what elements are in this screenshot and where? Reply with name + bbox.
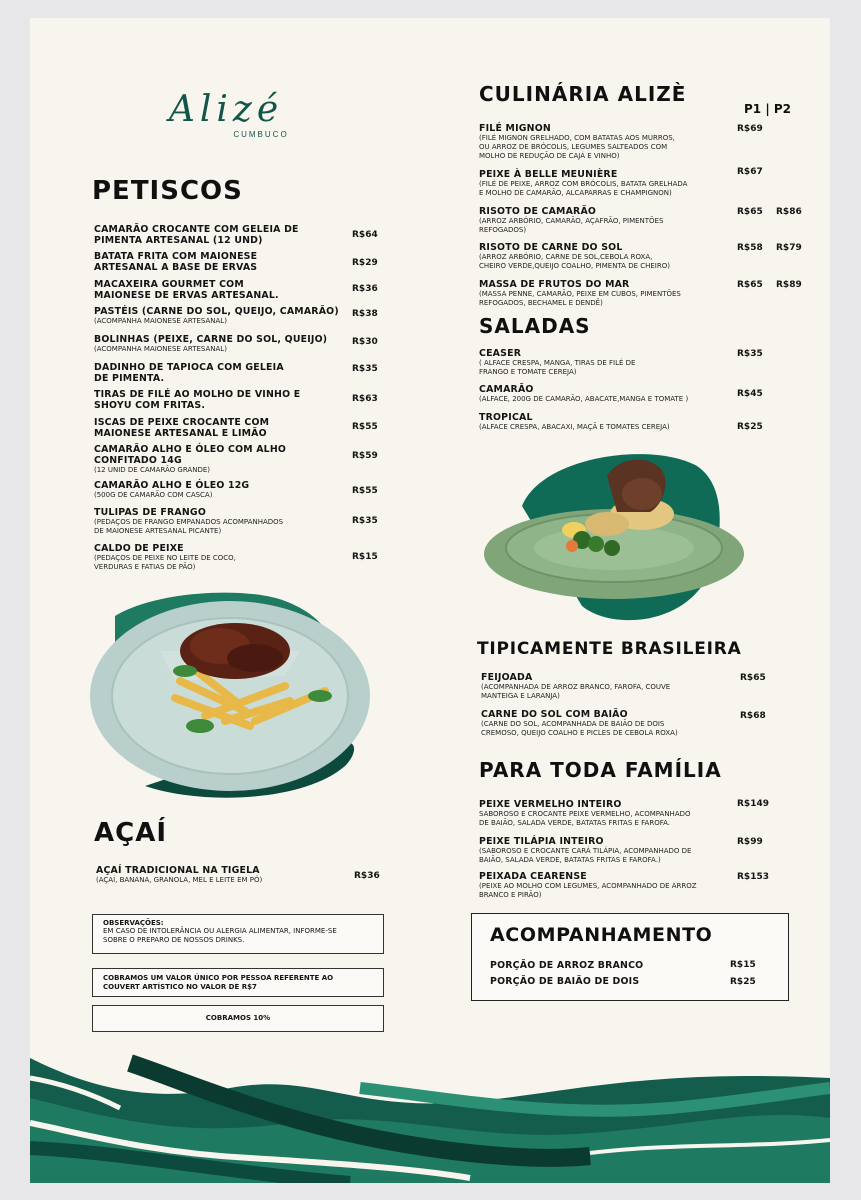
item-price: R$25	[737, 422, 763, 432]
menu-item: MASSA DE FRUTOS DO MAR (MASSA PENNE, CAMARÃO, PEIXE EM CUBOS, PIMENTÕES REFOGADOS, BECHAMEL E DENDÊ)	[479, 279, 681, 307]
item-price: R$149	[737, 799, 769, 809]
menu-page	[30, 18, 830, 1183]
portion-header: P1 | P2	[744, 102, 792, 116]
item-price-p1: R$69	[737, 124, 763, 134]
item-price: R$45	[737, 389, 763, 399]
item-price: R$38	[352, 309, 378, 319]
menu-item: FEIJOADA (ACOMPANHADA DE ARROZ BRANCO, FAROFA, COUVE MANTEIGA E LARANJA)	[481, 672, 671, 700]
menu-item: RISOTO DE CARNE DO SOL (ARROZ ARBÓRIO, CARNE DE SOL,CEBOLA ROXA, CHEIRO VERDE,QUEIJO COALHO, PIMENTA DE CHEIRO)	[479, 242, 670, 270]
menu-item: CAMARÃO ALHO E ÓLEO COM ALHO CONFITADO 14G (12 UNID DE CAMARÃO GRANDE)	[94, 444, 287, 474]
menu-item: BATATA FRITA COM MAIONESE ARTESANAL A BASE DE ERVAS	[94, 251, 258, 273]
item-price: R$59	[352, 451, 378, 461]
item-price: R$65	[740, 673, 766, 683]
menu-item: PEIXE À BELLE MEUNIÈRE (FILÉ DE PEIXE, ARROZ COM BRÓCOLIS, BATATA GRELHADA E MOLHO DE CAMARÃO, ALCAPARRAS E CHAMPIGNON)	[479, 169, 688, 197]
item-price: R$64	[352, 230, 378, 240]
brand-location: CUMBUCO	[233, 130, 289, 139]
section-title-brasileira: TIPICAMENTE BRASILEIRA	[477, 639, 742, 659]
section-title-culinaria: CULINÁRIA ALIZÈ	[479, 82, 687, 106]
menu-item: BOLINHAS (PEIXE, CARNE DO SOL, QUEIJO) (ACOMPANHA MAIONESE ARTESANAL)	[94, 334, 328, 353]
item-price: R$55	[352, 486, 378, 496]
brand-logo	[136, 90, 316, 139]
item-price-p1: R$65	[737, 207, 763, 217]
item-price: R$35	[352, 364, 378, 374]
observations-text: EM CASO DE INTOLERÂNCIA OU ALERGIA ALIMENTAR, INFORME-SE SOBRE O PREPARO DE NOSSOS DRINKS.	[103, 927, 337, 944]
couvert-box	[92, 968, 384, 997]
item-price: R$30	[352, 337, 378, 347]
observations-title: OBSERVAÇÕES:	[103, 919, 164, 927]
menu-item: MACAXEIRA GOURMET COM MAIONESE DE ERVAS ARTESANAL.	[94, 279, 279, 301]
item-price: R$35	[737, 349, 763, 359]
item-price-p2: R$79	[776, 243, 802, 253]
menu-item: PEIXADA CEARENSE (PEIXE AO MOLHO COM LEGUMES, ACOMPANHADO DE ARROZ BRANCO E PIRÃO)	[479, 871, 697, 899]
fries-steak-plate-image	[85, 586, 375, 806]
meat-potato-plate-image	[482, 446, 752, 631]
menu-item: AÇAÍ TRADICIONAL NA TIGELA (AÇAÍ, BANANA, GRANOLA, MEL E LEITE EM PÓ)	[96, 865, 263, 884]
item-price: R$36	[352, 284, 378, 294]
menu-item: TROPICAL (ALFACE CRESPA, ABACAXI, MAÇÃ E TOMATES CEREJA)	[479, 412, 670, 431]
menu-item: FILÉ MIGNON (FILÉ MIGNON GRELHADO, COM BATATAS AOS MURROS, OU ARROZ DE BRÓCOLIS, LEGUMES SALTEADOS COM MOLHO DE REDUÇÃO DE CAJÁ E VINHO)	[479, 123, 675, 160]
item-price: R$29	[352, 258, 378, 268]
menu-item: CAMARÃO CROCANTE COM GELEIA DE PIMENTA ARTESANAL (12 UND)	[94, 224, 299, 246]
menu-item: PASTÉIS (CARNE DO SOL, QUEIJO, CAMARÃO) (ACOMPANHA MAIONESE ARTESANAL)	[94, 306, 339, 325]
item-price-p2: R$89	[776, 280, 802, 290]
side-item-name: PORÇÃO DE BAIÃO DE DOIS	[490, 976, 640, 987]
menu-item: RISOTO DE CAMARÃO (ARROZ ARBÓRIO, CAMARÃO, AÇAFRÃO, PIMENTÕES REFOGADOS)	[479, 206, 664, 234]
item-price-p1: R$65	[737, 280, 763, 290]
item-price-p1: R$67	[737, 167, 763, 177]
acompanhamento-box	[471, 913, 789, 1001]
observations-box	[92, 914, 384, 954]
section-title-saladas: SALADAS	[479, 314, 591, 338]
menu-item: CEASER ( ALFACE CRESPA, MANGA, TIRAS DE FILÉ DE FRANGO E TOMATE CEREJA)	[479, 348, 636, 376]
menu-item: CARNE DO SOL COM BAIÃO (CARNE DO SOL, ACOMPANHADA DE BAIÃO DE DOIS CREMOSO, QUEIJO COALHO E PICLES DE CEBOLA ROXA)	[481, 709, 678, 737]
item-price: R$35	[352, 516, 378, 526]
item-price-p1: R$58	[737, 243, 763, 253]
section-title-acai: AÇAÍ	[94, 818, 167, 848]
menu-item: ISCAS DE PEIXE CROCANTE COM MAIONESE ARTESANAL E LIMÃO	[94, 417, 270, 439]
item-price: R$36	[354, 871, 380, 881]
section-title-petiscos: PETISCOS	[92, 176, 243, 206]
service-fee-text: COBRAMOS 10%	[205, 1014, 271, 1022]
menu-item: TIRAS DE FILÉ AO MOLHO DE VINHO E SHOYU COM FRITAS.	[94, 389, 301, 411]
menu-item: PEIXE TILÁPIA INTEIRO (SABOROSO E CROCANTE CARÁ TILÁPIA, ACOMPANHADO DE BAIÃO, SALADA VERDE, BATATAS FRITAS E FAROFA.)	[479, 836, 692, 864]
section-title-acompanhamento: ACOMPANHAMENTO	[490, 924, 713, 946]
item-price: R$68	[740, 711, 766, 721]
service-fee-box	[92, 1005, 384, 1032]
item-price-p2: R$86	[776, 207, 802, 217]
menu-item: CAMARÃO ALHO E ÓLEO 12G (500G DE CAMARÃO COM CASCA)	[94, 480, 250, 499]
brand-name: Alizé	[168, 89, 284, 130]
menu-item: CAMARÃO (ALFACE, 200G DE CAMARÃO, ABACATE,MANGA E TOMATE )	[479, 384, 689, 403]
item-price: R$63	[352, 394, 378, 404]
menu-item: DADINHO DE TAPIOCA COM GELEIA DE PIMENTA.	[94, 362, 284, 384]
item-price: R$25	[730, 977, 756, 987]
menu-item: PEIXE VERMELHO INTEIRO SABOROSO E CROCANTE PEIXE VERMELHO, ACOMPANHADO DE BAIÃO, SALADA VERDE, BATATAS FRITAS E FAROFA.	[479, 799, 691, 827]
item-price: R$153	[737, 872, 769, 882]
decorative-wave-pattern	[30, 1048, 830, 1183]
side-item-name: PORÇÃO DE ARROZ BRANCO	[490, 960, 644, 971]
section-title-familia: PARA TODA FAMÍLIA	[479, 758, 722, 782]
menu-item: CALDO DE PEIXE (PEDAÇOS DE PEIXE NO LEITE DE COCO, VERDURAS E FATIAS DE PÃO)	[94, 543, 236, 571]
item-price: R$15	[730, 960, 756, 970]
menu-item: TULIPAS DE FRANGO (PEDAÇOS DE FRANGO EMPANADOS ACOMPANHADOS DE MAIONESE ARTESANAL PICANTE)	[94, 507, 284, 535]
item-price: R$55	[352, 422, 378, 432]
item-price: R$99	[737, 837, 763, 847]
item-price: R$15	[352, 552, 378, 562]
couvert-text: COBRAMOS UM VALOR ÚNICO POR PESSOA REFERENTE AO COUVERT ARTÍSTICO NO VALOR DE R$7	[103, 974, 334, 991]
